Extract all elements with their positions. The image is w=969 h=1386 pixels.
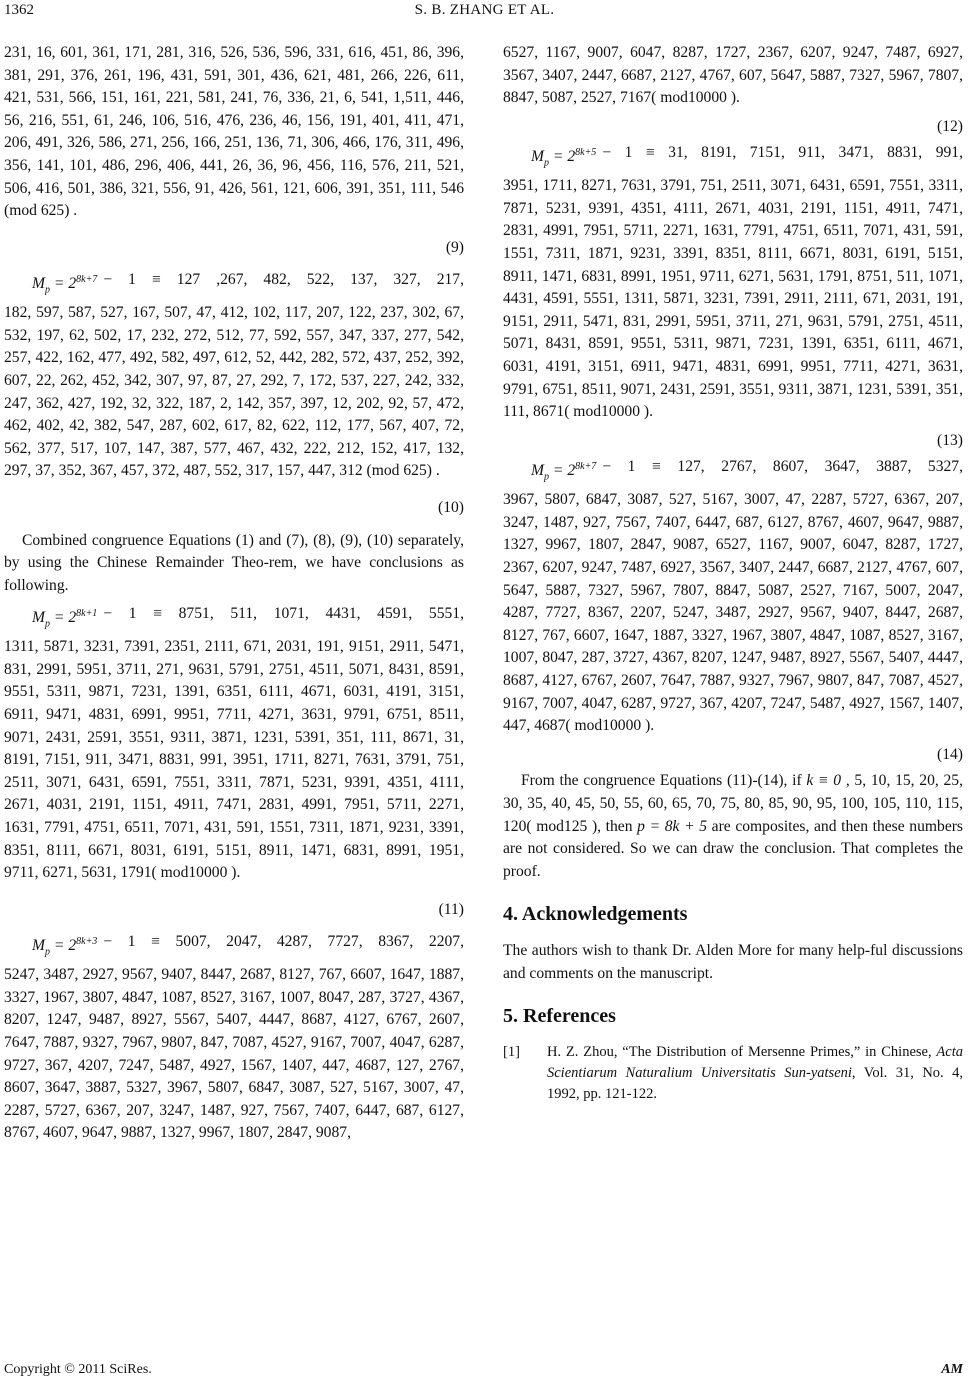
section-heading-acknowledgements: 4. Acknowledgements [503,903,688,926]
equation-values: − 1 ≡ 8751, 511, 1071, 4431, 4591, 5551, [103,605,464,623]
equation-number-13: (13) [937,431,963,449]
equation-number-10: (10) [438,498,464,516]
equation-mp-8k7-mod625 [4,269,464,302]
equation-number-14: (14) [937,745,963,763]
reference-number: [1] [503,1043,520,1060]
mp-expression: $M_p = 2^{8k+5}$ [531,147,597,169]
equation-mp-8k1 [4,603,464,636]
equation-mp-8k7 [503,456,963,489]
equation-mp-8k5 [503,142,963,175]
running-title: S. B. ZHANG ET AL. [414,2,555,18]
mp-expression: $M_p = 2^{8k+3}$ [32,936,98,958]
residue-list-mod625-b: 182, 597, 587, 527, 167, 507, 47, 412, 102, 117, 207, 122, 237, 302, 67, 532, 197, 62, 502, 17, 232, 272, 512, 77, 592, 557, 347, 337, 277, 542, 257, 422, 162, 477, 492, 582, 497, 612, 52, 442, 282, 572, 437, 252, 392, 607, 22, 262, 452, 342, 307, 97, 87, 27, 292, 7, 172, 537, 227, 242, 332, 247, 362, 427, 192, 32, 322, 187, 2, 142, 357, 397, 12, 202, 92, 57, 472, 462, 402, 42, 382, 547, 287, 602, 617, 82, 622, 112, 177, 567, 407, 72, 562, 377, 517, 107, 147, 387, 577, 467, 432, 222, 212, 152, 417, 132, 297, 37, 352, 367, 457, 372, 487, 552, 317, 157, 447, 312 (mod 625) . [4,304,464,480]
equation-values: − 1 ≡ 127, 2767, 8607, 3647, 3887, 5327, [602,458,963,476]
section-heading-references: 5. References [503,1005,616,1028]
page-number: 1362 [4,2,34,18]
residue-list-mod10000-e: 3967, 5807, 6847, 3087, 527, 5167, 3007, 47, 2287, 5727, 6367, 207, 3247, 1487, 927, 7567, 7407, 6447, 687, 6127, 8767, 4607, 9647, 9887, 1327, 9967, 1807, 2847, 9087, 6527, 1167, 9007, 6047, 8287, 1727, 2367, 6207, 9247, 7487, 6927, 3567, 3407, 2447, 6687, 2127, 4767, 607, 5647, 5887, 7327, 5967, 7807, 8847, 5087, 2527, 7167, 5007, 2047, 4287, 7727, 8367, 2207, 5247, 3487, 2927, 9567, 9407, 8447, 2687, 8127, 767, 6607, 1647, 1887, 3327, 1967, 3807, 4847, 1087, 8527, 3167, 1007, 8047, 287, 3727, 4367, 8207, 1247, 9487, 8927, 5567, 5407, 4447, 8687, 4127, 6767, 2607, 7647, 7887, 9327, 7967, 9807, 847, 7087, 4527, 9167, 7007, 4047, 6287, 9727, 367, 4207, 7247, 5487, 4927, 1567, 1407, 447, 4687( mod10000 ). [503,491,963,735]
residue-list-mod10000-a: 1311, 5871, 3231, 7391, 2351, 2111, 671, 2031, 191, 9151, 2911, 5471, 831, 2991, 5951, 3711, 271, 9631, 5791, 2751, 4511, 5071, 8431, 8591, 9551, 5311, 9871, 7231, 1391, 6351, 6111, 4671, 6031, 4191, 3151, 6911, 9471, 4831, 6991, 9951, 7711, 4271, 3631, 9791, 6751, 8511, 9071, 2431, 2591, 3551, 9311, 3871, 1231, 5391, 351, 111, 8671, 31, 8191, 7151, 911, 3471, 8831, 991, 3951, 1711, 8271, 7631, 3791, 751, 2511, 3071, 6431, 6591, 7551, 3311, 7871, 5231, 9391, 4351, 4111, 2671, 4031, 2191, 1151, 4911, 7471, 2831, 4991, 7951, 5711, 2271, 1631, 7791, 4751, 6511, 7071, 431, 591, 1551, 7311, 1871, 9231, 3391, 8351, 8111, 6671, 8031, 6191, 5151, 8911, 1471, 6831, 8991, 1951, 9711, 6271, 5631, 1791( mod10000 ). [4,638,464,882]
mp-expression: $M_p = 2^{8k+7}$ [531,461,597,483]
equation-number-11: (11) [438,900,464,918]
conclusion-paragraph: From the congruence Equations (11)-(14), if k ≡ 0 , 5, 10, 15, 20, 25, 30, 35, 40, 45, 50, 55, 60, 65, 70, 75, 80, 85, 90, 95, 100, 105, 110, 115, 120( mod125 ), then p = 8k + 5 are composites, and then these numbers are not considered. So we can draw the conclusion. That completes the proof. [503,772,963,880]
page-footer [0,1362,969,1384]
equation-values: − 1 ≡ 127 ,267, 482, 522, 137, 327, 217, [103,271,464,289]
reference-text: H. Z. Zhou, “The Distribution of Mersenne Primes,” in Chinese, Acta Scientiarum Naturalium Universitatis Sun-yatseni, Vol. 31, No. 4, 1992, pp. 121-122. [547,1043,964,1102]
left-column [4,42,464,1145]
copyright: Copyright © 2011 SciRes. [4,1362,152,1377]
reference-item [503,1042,963,1105]
acknowledgements-text: The authors wish to thank Dr. Alden More for many help-ful discussions and comments on the manuscript. [503,941,963,982]
mp-expression: $M_p = 2^{8k+7}$ [32,274,98,296]
journal-abbrev: AM [941,1362,963,1377]
equation-values: − 1 ≡ 5007, 2047, 4287, 7727, 8367, 2207, [103,933,464,951]
residue-list-mod10000-d: 3951, 1711, 8271, 7631, 3791, 751, 2511, 3071, 6431, 6591, 7551, 3311, 7871, 5231, 9391, 4351, 4111, 2671, 4031, 2191, 1151, 4911, 7471, 2831, 4991, 7951, 5711, 2271, 1631, 7791, 4751, 6511, 7071, 431, 591, 1551, 7311, 1871, 9231, 3391, 8351, 8111, 6671, 8031, 6191, 5151, 8911, 1471, 6831, 8991, 1951, 9711, 6271, 5631, 1791, 8751, 511, 1071, 4431, 4591, 5551, 1311, 5871, 3231, 7391, 2911, 2111, 671, 2031, 191, 9151, 2911, 5471, 831, 2991, 5951, 3711, 271, 9631, 5791, 2751, 4511, 5071, 8431, 8591, 9551, 5311, 9871, 7231, 1391, 6351, 6111, 4671, 6031, 4191, 3151, 6911, 9471, 4831, 6991, 9951, 7711, 4271, 3631, 9791, 6751, 8511, 9071, 2431, 2591, 3551, 9311, 3871, 1231, 5391, 351, 111, 8671( mod10000 ). [503,177,963,421]
page-header [0,0,969,40]
residue-list-mod10000-c: 6527, 1167, 9007, 6047, 8287, 1727, 2367, 6207, 9247, 7487, 6927, 3567, 3407, 2447, 6687, 2127, 4767, 607, 5647, 5887, 7327, 5967, 7807, 8847, 5087, 2527, 7167( mod10000 ). [503,44,963,107]
equation-number-12: (12) [937,117,963,135]
equation-values: − 1 ≡ 31, 8191, 7151, 911, 3471, 8831, 991, [602,144,963,162]
right-column [503,42,963,1105]
mp-expression: $M_p = 2^{8k+1}$ [32,608,98,630]
residue-list-mod625-a: 231, 16, 601, 361, 171, 281, 316, 526, 536, 596, 331, 616, 451, 86, 396, 381, 291, 376, 261, 196, 431, 591, 301, 436, 621, 481, 266, 226, 611, 421, 531, 566, 151, 161, 221, 581, 241, 76, 336, 21, 6, 541, 1,511, 446, 56, 216, 551, 61, 246, 106, 516, 476, 236, 46, 156, 191, 401, 411, 471, 206, 491, 326, 586, 271, 256, 166, 251, 136, 71, 306, 466, 176, 311, 496, 356, 141, 101, 486, 296, 406, 441, 26, 36, 96, 456, 116, 576, 211, 521, 506, 416, 501, 386, 321, 556, 91, 426, 561, 121, 606, 391, 351, 111, 546 (mod 625) . [4,44,464,220]
equation-mp-8k3 [4,931,464,964]
body-paragraph: Combined congruence Equations (1) and (7), (8), (9), (10) separately, by using the Chinese Remainder Theo-rem, we have conclusions as following. [4,531,464,594]
residue-list-mod10000-b: 5247, 3487, 2927, 9567, 9407, 8447, 2687, 8127, 767, 6607, 1647, 1887, 3327, 1967, 3807, 4847, 1087, 8527, 3167, 1007, 8047, 287, 3727, 4367, 8207, 1247, 9487, 8927, 5567, 5407, 4447, 8687, 4127, 6767, 2607, 7647, 7887, 9327, 7967, 9807, 847, 7087, 4527, 9167, 7007, 4047, 6287, 9727, 367, 4207, 7247, 5487, 4927, 1567, 1407, 447, 4687, 127, 2767, 8607, 3647, 3887, 5327, 3967, 5807, 6847, 3087, 527, 5167, 3007, 47, 2287, 5727, 6367, 207, 3247, 1487, 927, 7567, 7407, 6447, 687, 6127, 8767, 4607, 9647, 9887, 1327, 9967, 1807, 2847, 9087, [4,966,464,1142]
equation-number-9: (9) [445,238,464,256]
